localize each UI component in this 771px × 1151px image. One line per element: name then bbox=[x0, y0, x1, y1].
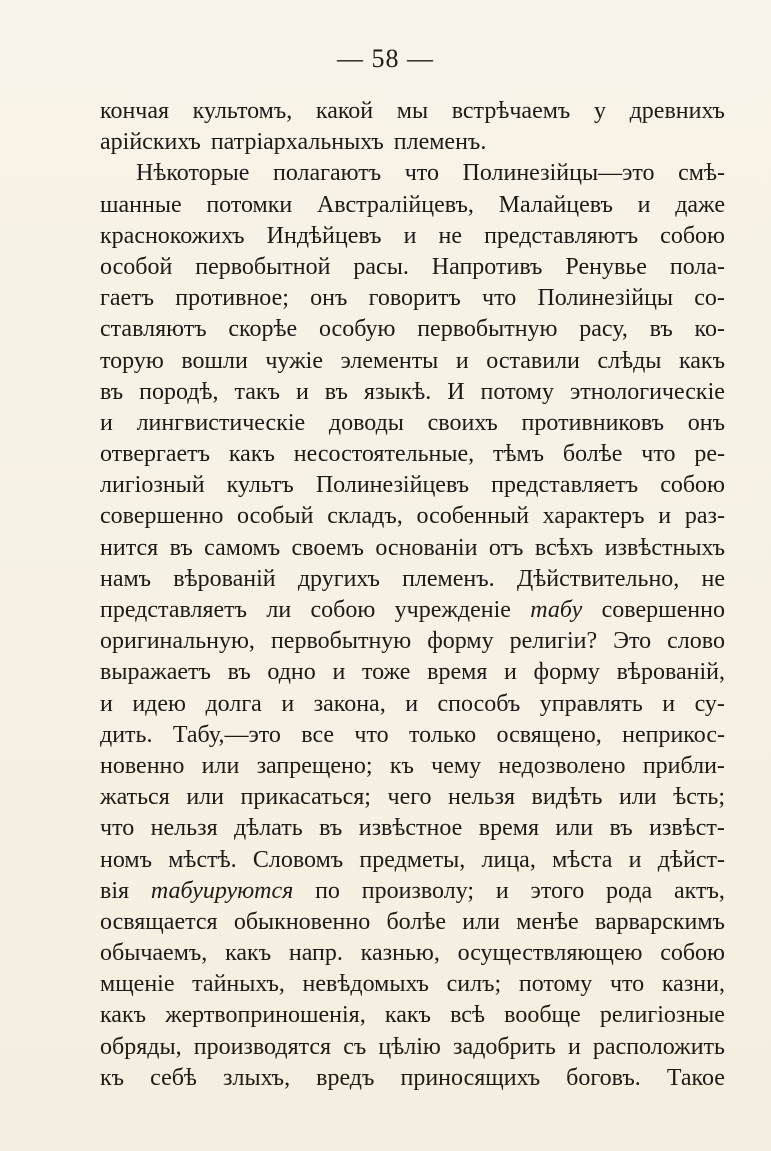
word: потому bbox=[518, 971, 593, 998]
word: мѣста bbox=[552, 846, 613, 873]
word: всѣхъ bbox=[534, 534, 594, 561]
word: себѣ bbox=[150, 1064, 197, 1091]
word: дить. bbox=[100, 721, 153, 748]
word: и bbox=[403, 222, 417, 249]
word: номъ bbox=[100, 846, 152, 873]
word: произволу; bbox=[361, 877, 475, 904]
word: въ bbox=[609, 815, 633, 842]
text-line bbox=[100, 564, 725, 595]
word: складъ, bbox=[327, 503, 403, 530]
word: Напротивъ bbox=[431, 253, 543, 280]
word: Такое bbox=[666, 1064, 725, 1091]
word: собою bbox=[660, 940, 725, 967]
word: и bbox=[567, 1033, 581, 1060]
word: отвергаетъ bbox=[100, 441, 211, 468]
word: ѣсть; bbox=[673, 784, 725, 811]
word: нельзя bbox=[448, 784, 515, 811]
word: религіозные bbox=[599, 1002, 725, 1029]
word: не bbox=[701, 565, 725, 592]
word: Табу,—это bbox=[172, 721, 281, 748]
word: и bbox=[637, 191, 651, 218]
word: основаніи bbox=[375, 534, 478, 561]
text-line bbox=[100, 845, 725, 876]
word: въ bbox=[169, 534, 193, 561]
word: вѣрованій, bbox=[616, 659, 725, 686]
word: нельзя bbox=[150, 815, 218, 842]
word: Это bbox=[613, 628, 652, 655]
word: новенно bbox=[100, 752, 185, 779]
word: способъ bbox=[437, 690, 521, 717]
word: мы bbox=[396, 98, 429, 124]
word: производятся bbox=[193, 1033, 332, 1060]
word: обряды, bbox=[100, 1033, 182, 1060]
word: что bbox=[609, 971, 645, 998]
word: или bbox=[462, 908, 500, 935]
word: первобытную bbox=[270, 628, 412, 655]
word: ли bbox=[266, 597, 292, 623]
word: выражаетъ bbox=[100, 659, 211, 686]
word: и bbox=[658, 503, 672, 530]
word: лингвистическіе bbox=[136, 409, 306, 436]
word: древнихъ bbox=[629, 98, 725, 124]
word: представляетъ bbox=[491, 472, 639, 499]
word: гаетъ bbox=[100, 285, 155, 312]
word: потомки bbox=[206, 191, 293, 218]
word: Словомъ bbox=[252, 846, 344, 873]
text-line bbox=[100, 221, 725, 252]
word: Полинезійцы—это bbox=[462, 160, 655, 187]
word: языкѣ. bbox=[363, 378, 432, 405]
word: варварскимъ bbox=[594, 908, 725, 935]
text-line bbox=[100, 127, 725, 158]
text-line bbox=[100, 689, 725, 720]
word: и bbox=[100, 409, 113, 436]
word: элементы bbox=[340, 347, 439, 374]
word: въ bbox=[100, 378, 124, 405]
word: Нѣкоторые bbox=[136, 160, 250, 187]
word: торую bbox=[100, 347, 164, 374]
word: первобытную bbox=[417, 316, 558, 343]
word: особенный bbox=[416, 503, 529, 530]
word: скорѣе bbox=[228, 316, 298, 343]
word: и bbox=[504, 659, 517, 686]
word: особую bbox=[318, 316, 396, 343]
text-line bbox=[100, 470, 725, 501]
word: шанные bbox=[100, 191, 182, 218]
word: освящается bbox=[100, 908, 218, 935]
word: характеръ bbox=[542, 503, 645, 530]
word: менѣе bbox=[516, 908, 579, 935]
word: предметы, bbox=[359, 846, 466, 873]
word: такъ bbox=[234, 378, 281, 405]
text-line bbox=[100, 969, 725, 1000]
word: Австралійцевъ, bbox=[316, 191, 474, 218]
word: этого bbox=[530, 877, 585, 904]
word: су- bbox=[694, 690, 725, 717]
text-line bbox=[100, 158, 725, 189]
word: цѣлію bbox=[378, 1033, 441, 1060]
word: другихъ bbox=[297, 565, 380, 592]
word: долга bbox=[205, 690, 262, 717]
word: обычаемъ, bbox=[100, 940, 208, 967]
word: казни, bbox=[661, 971, 725, 998]
word: Индѣйцевъ bbox=[266, 222, 382, 249]
text-line bbox=[100, 533, 725, 564]
word: не bbox=[438, 222, 463, 249]
word: въ bbox=[649, 316, 673, 343]
word: потому bbox=[480, 378, 554, 405]
word: приносящихъ bbox=[400, 1064, 541, 1091]
word: въ bbox=[324, 378, 348, 405]
word: время bbox=[478, 815, 539, 842]
word: противниковъ bbox=[521, 409, 665, 436]
word: что bbox=[354, 721, 389, 748]
word: Полинезійцы bbox=[537, 285, 674, 312]
word: чему bbox=[431, 752, 482, 779]
text-line bbox=[100, 439, 725, 470]
word: представляютъ bbox=[484, 222, 639, 249]
word: кончая bbox=[100, 98, 170, 124]
word: расы. bbox=[353, 253, 409, 280]
word: слово bbox=[667, 628, 725, 655]
word: дѣлать bbox=[234, 815, 303, 842]
word: какъ bbox=[225, 940, 272, 967]
word: оставили bbox=[486, 347, 580, 374]
word: племенъ. bbox=[393, 129, 487, 156]
text-line bbox=[100, 190, 725, 221]
text-body bbox=[100, 96, 725, 1094]
word: племенъ. bbox=[402, 565, 495, 592]
word: казнью, bbox=[360, 940, 440, 967]
word: только bbox=[408, 721, 477, 748]
word: и bbox=[332, 659, 346, 686]
text-line bbox=[100, 346, 725, 377]
text-line bbox=[100, 595, 725, 626]
text-line bbox=[100, 252, 725, 283]
word: и bbox=[100, 690, 113, 717]
word: самомъ bbox=[204, 534, 281, 561]
word: или bbox=[201, 752, 240, 779]
word: раз- bbox=[684, 503, 725, 530]
word: жаться bbox=[100, 784, 170, 811]
word: напр. bbox=[288, 940, 343, 967]
word: собою bbox=[660, 222, 725, 249]
word: культъ bbox=[226, 472, 294, 499]
word: прикасаться; bbox=[240, 784, 371, 811]
word: встрѣчаемъ bbox=[451, 98, 571, 124]
word: мщеніе bbox=[100, 971, 175, 998]
word: какъ bbox=[384, 1002, 431, 1029]
word: жертвоприношенія, bbox=[165, 1002, 366, 1029]
word: къ bbox=[100, 1064, 125, 1091]
text-line bbox=[100, 626, 725, 657]
text-line bbox=[100, 657, 725, 688]
word: какой bbox=[315, 98, 374, 124]
word: противное; bbox=[175, 285, 289, 312]
word: онъ bbox=[310, 285, 348, 312]
word: арійскихъ bbox=[100, 129, 201, 156]
word: со- bbox=[694, 285, 725, 312]
word: извѣстное bbox=[358, 815, 463, 842]
word: лица, bbox=[481, 846, 536, 873]
word: вошли bbox=[181, 347, 248, 374]
word: ре- bbox=[694, 441, 725, 468]
word: смѣ- bbox=[678, 160, 725, 187]
word: невѣдомыхъ bbox=[302, 971, 429, 998]
word: совершенно bbox=[100, 503, 224, 530]
word: совершенно bbox=[601, 597, 725, 623]
word: первобытной bbox=[195, 253, 331, 280]
word: въ bbox=[319, 815, 343, 842]
word: видѣть bbox=[531, 784, 603, 811]
text-line bbox=[100, 1032, 725, 1063]
word: и bbox=[628, 846, 642, 873]
word: собою bbox=[660, 472, 725, 499]
word: извѣст- bbox=[649, 815, 725, 842]
word: что bbox=[641, 441, 676, 468]
word: все bbox=[301, 721, 335, 748]
word: расположить bbox=[592, 1033, 725, 1060]
word: И bbox=[447, 378, 465, 405]
word: этнологическіе bbox=[569, 378, 725, 405]
word: своихъ bbox=[427, 409, 498, 436]
word: обыкновенно bbox=[233, 908, 371, 935]
text-line bbox=[100, 408, 725, 439]
word: культомъ, bbox=[192, 98, 293, 124]
word: религіи? bbox=[509, 628, 598, 655]
word: время bbox=[427, 659, 488, 686]
word: форму bbox=[427, 628, 494, 655]
word: управлять bbox=[539, 690, 643, 717]
word: прибли- bbox=[642, 752, 725, 779]
word: патріархальныхъ bbox=[210, 129, 384, 156]
word: пола- bbox=[669, 253, 725, 280]
word: неприкос- bbox=[622, 721, 725, 748]
word: актъ, bbox=[674, 877, 725, 904]
text-line bbox=[100, 501, 725, 532]
word: слѣды bbox=[597, 347, 662, 374]
text-line bbox=[100, 938, 725, 969]
word: Малайцевъ bbox=[498, 191, 613, 218]
word: чего bbox=[387, 784, 432, 811]
word: чужіе bbox=[265, 347, 323, 374]
word: всѣ bbox=[450, 1002, 485, 1029]
word: или bbox=[186, 784, 224, 811]
word: краснокожихъ bbox=[100, 222, 245, 249]
word: что bbox=[404, 160, 439, 187]
word: ко- bbox=[694, 316, 725, 343]
word: освящено, bbox=[496, 721, 602, 748]
text-line bbox=[100, 813, 725, 844]
word: несостоятельные, bbox=[293, 441, 475, 468]
word: отъ bbox=[488, 534, 524, 561]
word: вѣрованій bbox=[173, 565, 276, 592]
word: нится bbox=[100, 534, 159, 561]
word: тайныхъ, bbox=[192, 971, 285, 998]
text-line bbox=[100, 782, 725, 813]
word: лигіозный bbox=[100, 472, 205, 499]
word: расу, bbox=[579, 316, 628, 343]
word: тѣмъ bbox=[492, 441, 545, 468]
word: какъ bbox=[228, 441, 275, 468]
word: и bbox=[662, 690, 676, 717]
word: говоритъ bbox=[368, 285, 461, 312]
word: или bbox=[555, 815, 594, 842]
word: злыхъ, bbox=[223, 1064, 291, 1091]
word: полагаютъ bbox=[272, 160, 382, 187]
word: дѣйст- bbox=[657, 846, 725, 873]
word: у bbox=[593, 98, 606, 124]
word: особый bbox=[237, 503, 314, 530]
word: недозволено bbox=[498, 752, 626, 779]
word: мѣстѣ. bbox=[168, 846, 237, 873]
word: что bbox=[100, 815, 135, 842]
word: своемъ bbox=[291, 534, 364, 561]
text-line bbox=[100, 377, 725, 408]
word: извѣстныхъ bbox=[604, 534, 725, 561]
word: и bbox=[455, 347, 469, 374]
word: въ bbox=[227, 659, 251, 686]
text-line bbox=[100, 907, 725, 938]
word: задобрить bbox=[452, 1033, 556, 1060]
word: боговъ. bbox=[566, 1064, 641, 1091]
word: вія bbox=[100, 877, 130, 904]
word: вообще bbox=[504, 1002, 581, 1029]
word: и bbox=[295, 378, 309, 405]
word: Дѣйствительно, bbox=[516, 565, 680, 592]
text-line bbox=[100, 720, 725, 751]
word: по bbox=[315, 877, 340, 904]
word: табу bbox=[530, 597, 583, 623]
word: табуируются bbox=[150, 877, 294, 904]
word: и bbox=[281, 690, 295, 717]
word: ставляютъ bbox=[100, 316, 207, 343]
page-number: — 58 — bbox=[337, 44, 434, 73]
word: доводы bbox=[328, 409, 404, 436]
word: учрежденіе bbox=[394, 597, 511, 623]
word: даже bbox=[675, 191, 725, 218]
word: намъ bbox=[100, 565, 152, 592]
text-line bbox=[100, 1000, 725, 1031]
word: какъ bbox=[100, 1002, 147, 1029]
text-line bbox=[100, 314, 725, 345]
word: и bbox=[495, 877, 509, 904]
word: особой bbox=[100, 253, 173, 280]
word: оригинальную, bbox=[100, 628, 255, 655]
word: Ренувье bbox=[565, 253, 647, 280]
word: рода bbox=[606, 877, 653, 904]
word: одно bbox=[267, 659, 316, 686]
word: и bbox=[405, 690, 419, 717]
word: осуществляющею bbox=[457, 940, 643, 967]
text-line bbox=[100, 96, 725, 127]
word: болѣе bbox=[562, 441, 623, 468]
word: къ bbox=[389, 752, 414, 779]
word: запрещено; bbox=[256, 752, 373, 779]
word: онъ bbox=[687, 409, 725, 436]
word: представляетъ bbox=[100, 597, 248, 623]
word: силъ; bbox=[446, 971, 502, 998]
word: какъ bbox=[678, 347, 725, 374]
text-line bbox=[100, 876, 725, 907]
word: идею bbox=[132, 690, 186, 717]
text-line bbox=[100, 283, 725, 314]
word: что bbox=[482, 285, 517, 312]
text-line bbox=[100, 751, 725, 782]
word: породѣ, bbox=[139, 378, 219, 405]
word: или bbox=[618, 784, 657, 811]
word: закона, bbox=[313, 690, 386, 717]
word: съ bbox=[343, 1033, 367, 1060]
word: собою bbox=[310, 597, 376, 623]
word: вредъ bbox=[316, 1064, 375, 1091]
word: болѣе bbox=[386, 908, 447, 935]
word: тоже bbox=[361, 659, 411, 686]
word: Полинезійцевъ bbox=[315, 472, 470, 499]
word: форму bbox=[533, 659, 600, 686]
text-line bbox=[100, 1063, 725, 1094]
